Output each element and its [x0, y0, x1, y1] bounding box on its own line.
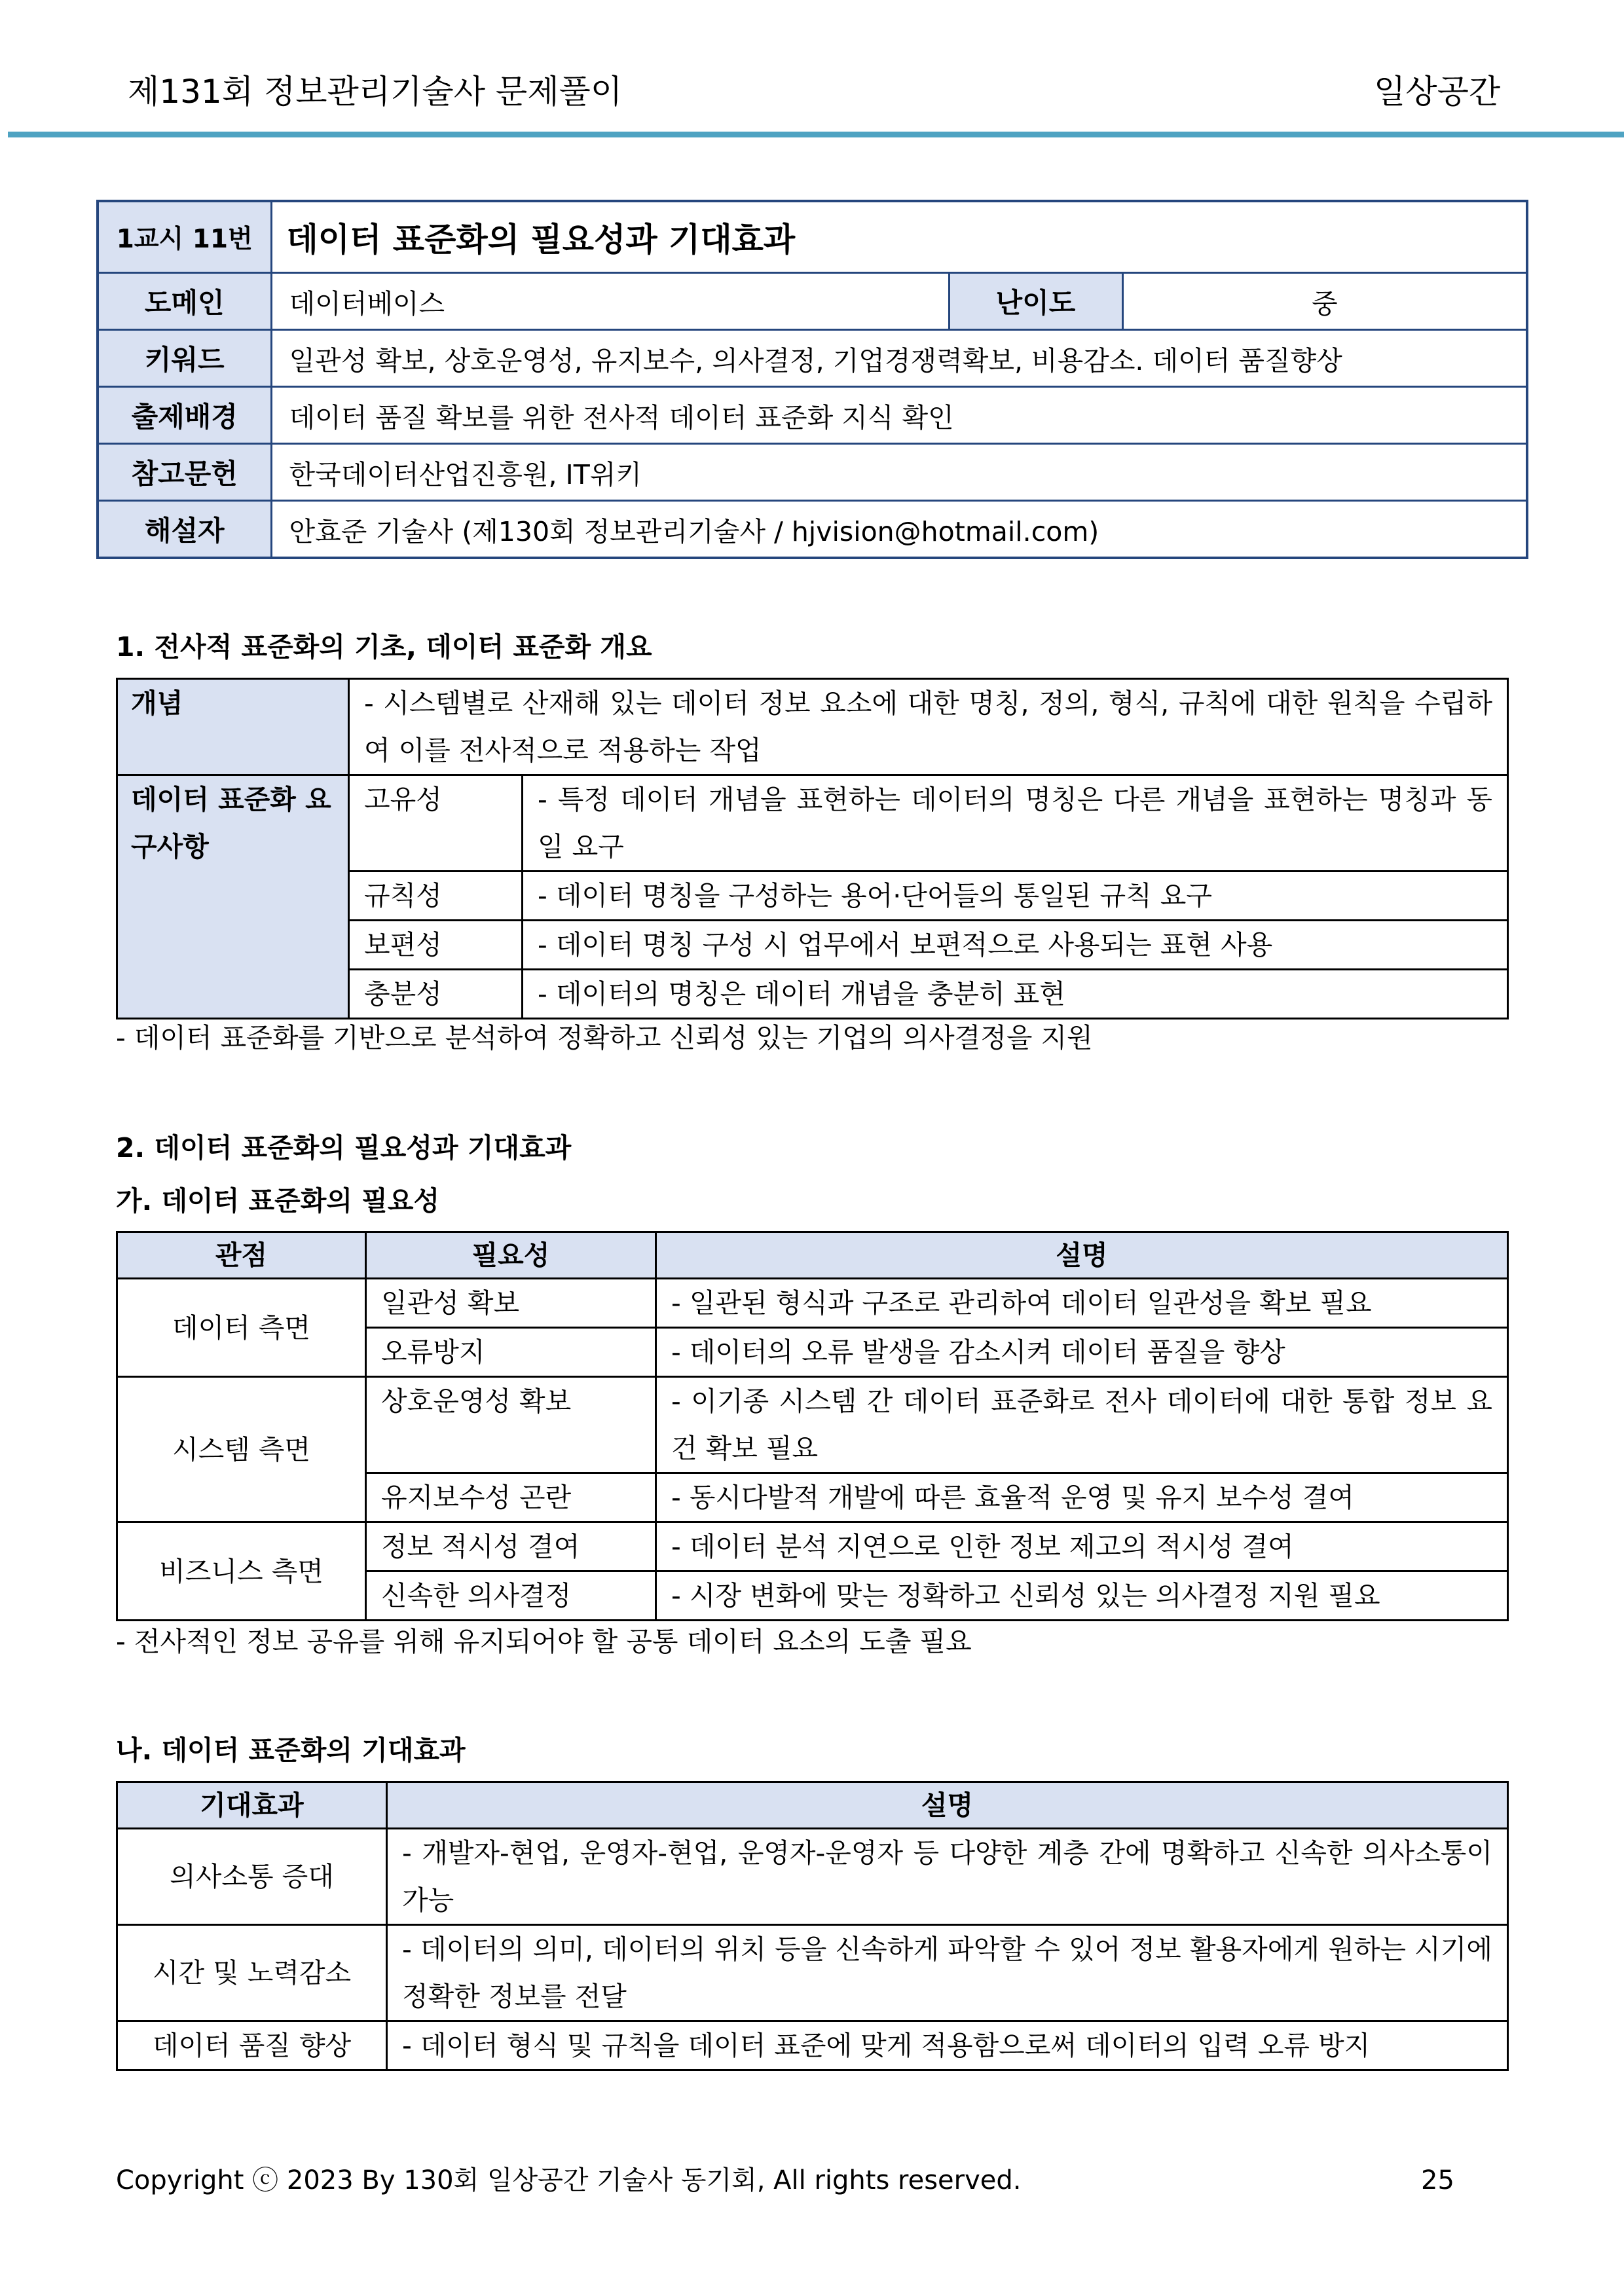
question-title: 데이터 표준화의 필요성과 기대효과 — [271, 201, 1527, 273]
question-info-table — [96, 200, 1528, 559]
view-cell: 시스템 측면 — [117, 1377, 366, 1522]
requirement-desc: - 데이터 명칭을 구성하는 용어·단어들의 통일된 규칙 요구 — [523, 872, 1508, 921]
column-header-view: 관점 — [117, 1232, 366, 1279]
requirements-label: 데이터 표준화 요구사항 — [117, 775, 349, 1019]
need-cell: 유지보수성 곤란 — [366, 1473, 656, 1522]
background-label: 출제배경 — [98, 387, 271, 444]
effect-desc-cell: - 데이터의 의미, 데이터의 위치 등을 신속하게 파악할 수 있어 정보 활용자에게 원하는 시기에 정확한 정보를 전달 — [387, 1925, 1508, 2021]
keyword-label: 키워드 — [98, 330, 271, 387]
effect-cell: 데이터 품질 향상 — [117, 2021, 387, 2070]
section1-heading: 1. 전사적 표준화의 기초, 데이터 표준화 개요 — [116, 631, 652, 663]
reference-label: 참고문헌 — [98, 444, 271, 501]
necessity-table — [116, 1231, 1509, 1621]
domain-label: 도메인 — [98, 273, 271, 330]
column-header-effect: 기대효과 — [117, 1782, 387, 1829]
requirement-name: 보편성 — [349, 921, 523, 970]
difficulty-value: 중 — [1122, 273, 1527, 330]
header-divider-shadow — [8, 137, 1624, 138]
requirement-name: 고유성 — [349, 775, 523, 872]
author-label: 해설자 — [98, 501, 271, 559]
document-header-brand: 일상공간 — [1374, 73, 1501, 111]
need-cell: 오류방지 — [366, 1328, 656, 1377]
background-value: 데이터 품질 확보를 위한 전사적 데이터 표준화 지식 확인 — [271, 387, 1527, 444]
header-divider — [8, 132, 1624, 137]
effect-desc-cell: - 데이터 형식 및 규칙을 데이터 표준에 맞게 적용함으로써 데이터의 입력 오류 방지 — [387, 2021, 1508, 2070]
desc-cell: - 데이터의 오류 발생을 감소시켜 데이터 품질을 향상 — [656, 1328, 1508, 1377]
concept-text: - 시스템별로 산재해 있는 데이터 정보 요소에 대한 명칭, 정의, 형식, 규칙에 대한 원칙을 수립하여 이를 전사적으로 적용하는 작업 — [349, 679, 1508, 775]
keyword-value: 일관성 확보, 상호운영성, 유지보수, 의사결정, 기업경쟁력확보, 비용감소. 데이터 품질향상 — [271, 330, 1527, 387]
desc-cell: - 데이터 분석 지연으로 인한 정보 제고의 적시성 결여 — [656, 1522, 1508, 1571]
section1-note: - 데이터 표준화를 기반으로 분석하여 정확하고 신뢰성 있는 기업의 의사결정을 지원 — [116, 1022, 1093, 1054]
section2b-heading: 나. 데이터 표준화의 기대효과 — [116, 1735, 466, 1766]
requirement-name: 충분성 — [349, 970, 523, 1019]
reference-value: 한국데이터산업진흥원, IT위키 — [271, 444, 1527, 501]
expected-effects-table — [116, 1781, 1509, 2071]
desc-cell: - 일관된 형식과 구조로 관리하여 데이터 일관성을 확보 필요 — [656, 1279, 1508, 1328]
column-header-desc: 설명 — [656, 1232, 1508, 1279]
need-cell: 정보 적시성 결여 — [366, 1522, 656, 1571]
effect-cell: 시간 및 노력감소 — [117, 1925, 387, 2021]
need-cell: 일관성 확보 — [366, 1279, 656, 1328]
column-header-need: 필요성 — [366, 1232, 656, 1279]
need-cell: 신속한 의사결정 — [366, 1571, 656, 1621]
section2a-note: - 전사적인 정보 공유를 위해 유지되어야 할 공통 데이터 요소의 도출 필요 — [116, 1626, 972, 1657]
copyright-footer: Copyright ⓒ 2023 By 130회 일상공간 기술사 동기회, All rights reserved. — [116, 2165, 1022, 2195]
difficulty-label: 난이도 — [949, 273, 1122, 330]
section2-heading: 2. 데이터 표준화의 필요성과 기대효과 — [116, 1132, 572, 1164]
author-value: 안효준 기술사 (제130회 정보관리기술사 / hjvision@hotmail.com) — [271, 501, 1527, 559]
desc-cell: - 동시다발적 개발에 따른 효율적 운영 및 유지 보수성 결여 — [656, 1473, 1508, 1522]
standardization-overview-table — [116, 678, 1509, 1019]
view-cell: 비즈니스 측면 — [117, 1522, 366, 1621]
domain-value: 데이터베이스 — [271, 273, 949, 330]
requirement-desc: - 데이터 명칭 구성 시 업무에서 보편적으로 사용되는 표현 사용 — [523, 921, 1508, 970]
page-number: 25 — [1421, 2165, 1454, 2195]
view-cell: 데이터 측면 — [117, 1279, 366, 1377]
document-header-title: 제131회 정보관리기술사 문제풀이 — [128, 73, 623, 111]
desc-cell: - 시장 변화에 맞는 정확하고 신뢰성 있는 의사결정 지원 필요 — [656, 1571, 1508, 1621]
column-header-desc: 설명 — [387, 1782, 1508, 1829]
requirement-desc: - 데이터의 명칭은 데이터 개념을 충분히 표현 — [523, 970, 1508, 1019]
effect-cell: 의사소통 증대 — [117, 1829, 387, 1925]
session-label: 1교시 11번 — [98, 201, 271, 273]
concept-label: 개념 — [117, 679, 349, 775]
requirement-name: 규칙성 — [349, 872, 523, 921]
desc-cell: - 이기종 시스템 간 데이터 표준화로 전사 데이터에 대한 통합 정보 요건 확보 필요 — [656, 1377, 1508, 1473]
need-cell: 상호운영성 확보 — [366, 1377, 656, 1473]
section2a-heading: 가. 데이터 표준화의 필요성 — [116, 1185, 440, 1217]
effect-desc-cell: - 개발자-현업, 운영자-현업, 운영자-운영자 등 다양한 계층 간에 명확하고 신속한 의사소통이 가능 — [387, 1829, 1508, 1925]
requirement-desc: - 특정 데이터 개념을 표현하는 데이터의 명칭은 다른 개념을 표현하는 명칭과 동일 요구 — [523, 775, 1508, 872]
